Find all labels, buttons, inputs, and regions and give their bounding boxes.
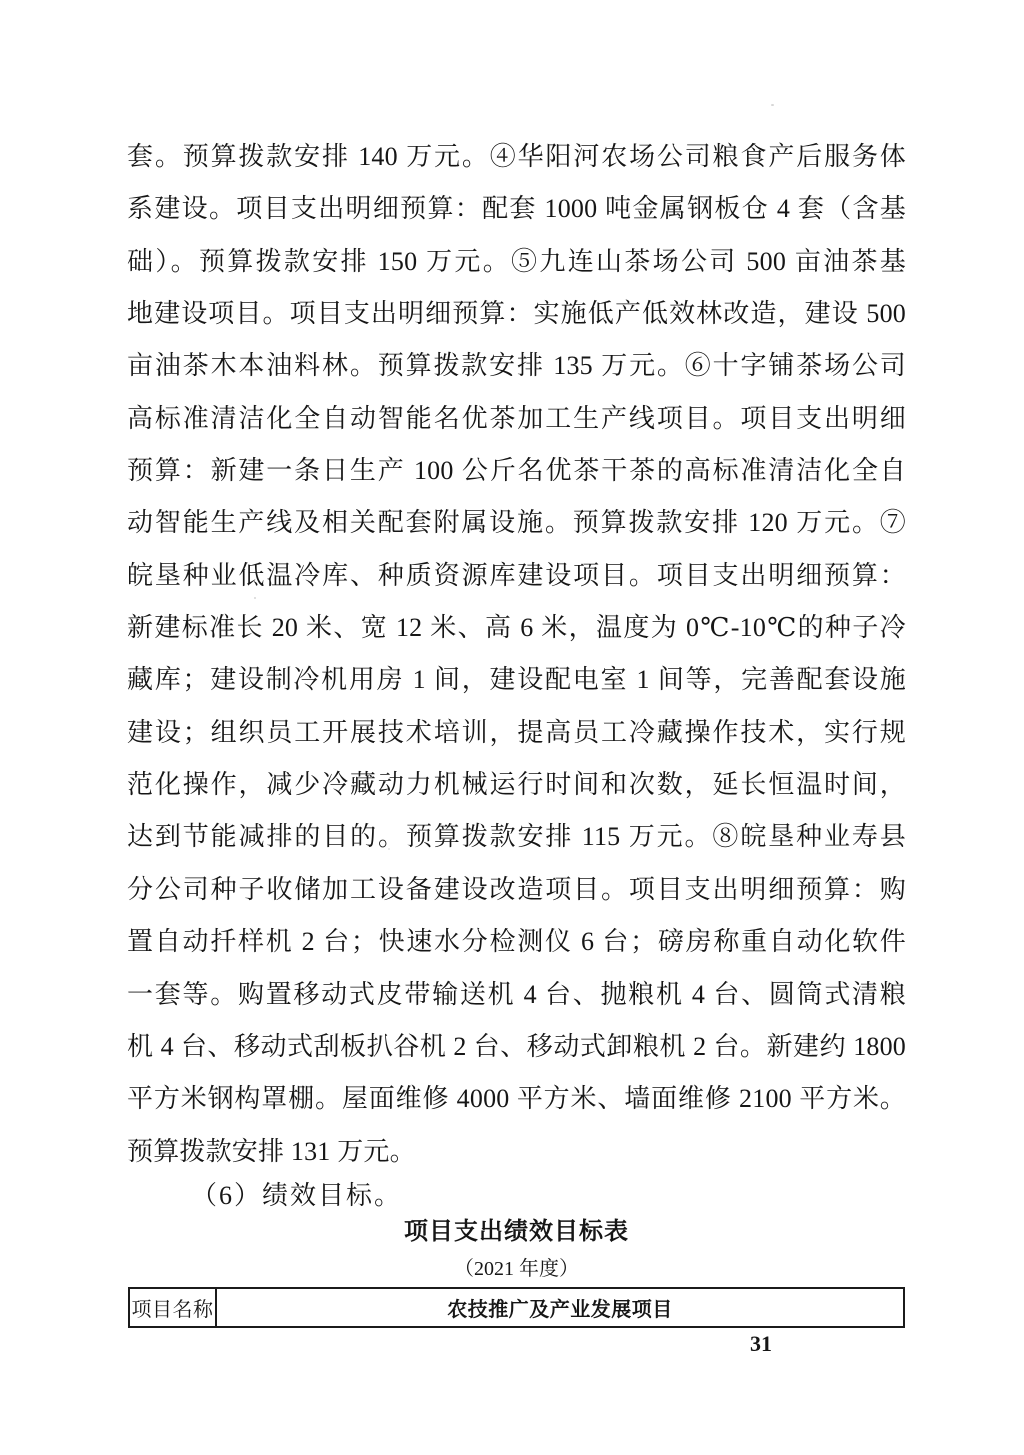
body-line: 础）。预算拨款安排 150 万元。⑤九连山茶场公司 500 亩油茶基 (127, 246, 906, 276)
body-line: 藏库；建设制冷机用房 1 间，建设配电室 1 间等，完善配套设施 (127, 665, 906, 695)
table-title: 项目支出绩效目标表 (404, 1218, 629, 1245)
body-line: 预算：新建一条日生产 100 公斤名优茶干茶的高标准清洁化全自 (127, 456, 906, 486)
body-line: 建设；组织员工开展技术培训，提高员工冷藏操作技术，实行规 (127, 717, 906, 747)
page-number: 31 (750, 1331, 772, 1356)
body-line: 亩油茶木本油料林。预算拨款安排 135 万元。⑥十字铺茶场公司 (127, 351, 906, 381)
body-line: 平方米钢构罩棚。屋面维修 4000 平方米、墙面维修 2100 平方米。 (127, 1084, 906, 1114)
body-line: 高标准清洁化全自动智能名优茶加工生产线项目。项目支出明细 (127, 403, 906, 433)
body-line: 机 4 台、移动式刮板扒谷机 2 台、移动式卸粮机 2 台。新建约 1800 (127, 1031, 906, 1061)
body-line: 达到节能减排的目的。预算拨款安排 115 万元。⑧皖垦种业寿县 (127, 822, 906, 852)
scan-speck (771, 104, 774, 106)
body-line: 一套等。购置移动式皮带输送机 4 台、抛粮机 4 台、圆筒式清粮 (127, 979, 906, 1009)
table-row-value: 农技推广及产业发展项目 (447, 1299, 673, 1321)
body-line: 地建设项目。项目支出明细预算：实施低产低效林改造，建设 500 (127, 299, 906, 329)
body-line: 系建设。项目支出明细预算：配套 1000 吨金属钢板仓 4 套（含基 (127, 194, 906, 224)
body-line: 套。预算拨款安排 140 万元。④华阳河农场公司粮食产后服务体 (127, 142, 906, 171)
table-row-label: 项目名称 (130, 1289, 217, 1326)
body-line: 分公司种子收储加工设备建设改造项目。项目支出明细预算：购 (127, 874, 906, 904)
table-subtitle: （2021 年度） (454, 1258, 579, 1280)
performance-goal-table (128, 1287, 905, 1328)
section-heading: （6）绩效目标。 (191, 1181, 403, 1210)
body-line: 范化操作，减少冷藏动力机械运行时间和次数，延长恒温时间， (127, 770, 906, 800)
scan-speck (388, 848, 390, 850)
body-line: 动智能生产线及相关配套附属设施。预算拨款安排 120 万元。⑦ (127, 508, 906, 538)
body-line: 皖垦种业低温冷库、种质资源库建设项目。项目支出明细预算： (127, 560, 906, 590)
body-text-block (127, 131, 906, 1178)
scan-speck (254, 597, 256, 599)
body-line: 置自动扦样机 2 台；快速水分检测仪 6 台；磅房称重自动化软件 (127, 927, 906, 957)
body-line: 新建标准长 20 米、宽 12 米、高 6 米，温度为 0℃-10℃的种子冷 (127, 613, 906, 643)
body-line: 预算拨款安排 131 万元。 (127, 1136, 416, 1166)
